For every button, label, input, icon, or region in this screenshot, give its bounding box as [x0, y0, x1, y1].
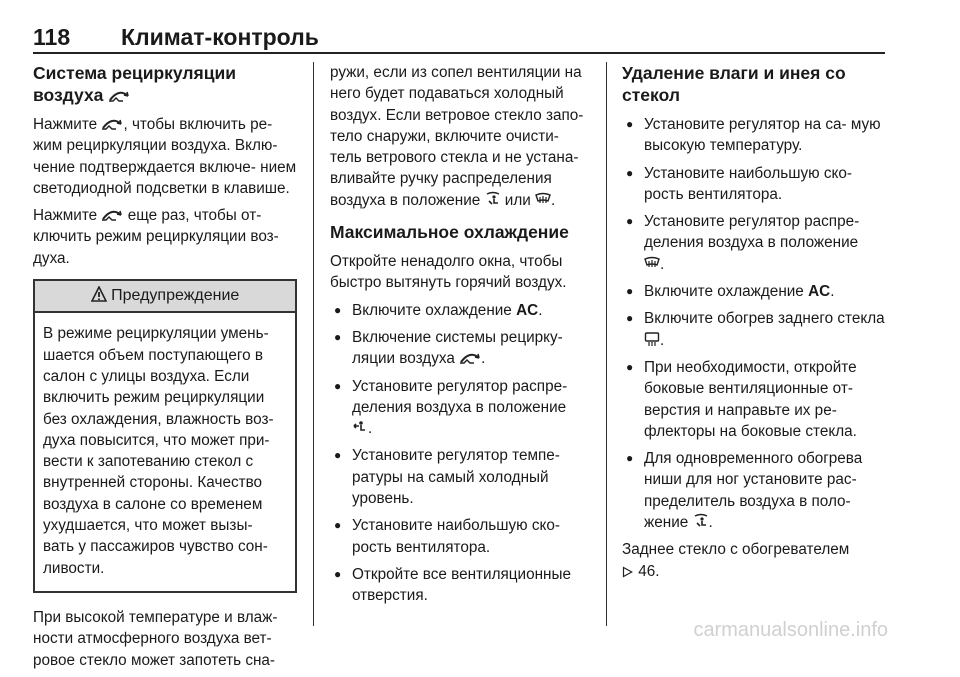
recirculation-icon — [459, 351, 481, 365]
column-divider — [313, 62, 314, 626]
list-item: ● Установите регулятор распре- деления воздуха в положение . — [622, 211, 890, 275]
recirculation-icon — [108, 89, 130, 103]
warning-box — [33, 279, 297, 593]
paragraph: Нажмите еще раз, чтобы от- ключить режим рециркуляции воз- духа. — [33, 207, 279, 267]
warning-title: Предупреждение — [111, 287, 240, 305]
paragraph: Нажмите , чтобы включить ре- жим рециркуляции воздуха. Вклю- чение подтверждается включе- нием светодиодной подсветки в клавише. — [33, 116, 297, 197]
section-heading-max-cooling: Максимальное охлаждение — [330, 222, 569, 243]
section-heading-defrost: Удаление влаги и инея со стекол — [622, 63, 846, 105]
list-item: ● Включите охлаждение AC. — [330, 300, 594, 321]
bullet-list — [330, 300, 594, 607]
page-ref-arrow-icon — [622, 566, 634, 578]
recirculation-icon — [101, 117, 123, 131]
list-item: ● При необходимости, откройте боковые вентиляционные от- верстия и направьте их ре- флекторы на боковые стекла. — [622, 357, 890, 442]
recirculation-icon — [101, 208, 123, 222]
list-item: ● Откройте все вентиляционные отверстия. — [330, 564, 594, 607]
list-item: ● Включите охлаждение AC. — [622, 281, 890, 302]
list-item: ● Установите наибольшую ско- рость вентилятора. — [330, 515, 594, 558]
column-3 — [622, 62, 890, 588]
list-item: ● Для одновременного обогрева ниши для ног установите рас- пределитель воздуха в поло- жение . — [622, 448, 890, 533]
paragraph: Откройте ненадолго окна, чтобы быстро вытянуть горячий воздух. — [330, 253, 567, 292]
list-item: ● Установите регулятор на са- мую высокую температуру. — [622, 114, 890, 157]
face-vent-icon — [352, 419, 368, 435]
list-item: ● Включение системы рецирку- ляции воздуха . — [330, 327, 594, 370]
list-item: ● Включите обогрев заднего стекла . — [622, 308, 890, 351]
warning-triangle-icon — [91, 286, 107, 302]
bullet-list — [622, 114, 890, 533]
paragraph: Заднее стекло с обогревателем 46. — [622, 541, 850, 580]
section-heading-recirculation: Система рециркуляции воздуха — [33, 63, 237, 105]
windshield-defrost-icon — [644, 255, 660, 271]
warning-header — [35, 281, 295, 313]
page-reference-link[interactable]: 46. — [622, 563, 660, 580]
warning-text: В режиме рециркуляции умень- шается объем поступающего в салон с улицы воздуха. Если включить режим рециркуляции без охлаждения, влажность воз- духа повысится, что может при- вести к запотеванию стекол с внутренней стороны. Качество воздуха в салоне со временем ухудшается, что может вызы- вать у пассажиров чувство сон- ливости. — [43, 325, 274, 577]
paragraph: При высокой температуре и влаж- ности атмосферного воздуха вет- ровое стекло может запотеть сна- — [33, 608, 278, 669]
list-item: ● Установите регулятор распре- деления воздуха в положение . — [330, 376, 594, 440]
column-divider — [606, 62, 607, 626]
column-1 — [33, 62, 297, 677]
windshield-defrost-icon — [535, 191, 551, 207]
watermark: carmanualsonline.info — [693, 619, 888, 641]
column-2 — [330, 62, 594, 613]
list-item: ● Установите наибольшую ско- рость вентилятора. — [622, 163, 890, 206]
paragraph: ружи, если из сопел вентиляции на него будет подаваться холодный воздух. Если ветровое стекло запо- тело снаружи, включите очисти- тель ветрового стекла и не устана- вливайте ручку распределения воздуха в положение или . — [330, 64, 584, 209]
rear-window-heat-icon — [644, 331, 660, 347]
page-title: Климат-контроль — [121, 24, 319, 50]
page-header — [33, 18, 885, 54]
floor-windshield-icon — [485, 191, 501, 207]
page-number: 118 — [33, 24, 71, 50]
floor-windshield-icon — [693, 513, 709, 529]
list-item: ● Установите регулятор темпе- ратуры на самый холодный уровень. — [330, 445, 594, 509]
